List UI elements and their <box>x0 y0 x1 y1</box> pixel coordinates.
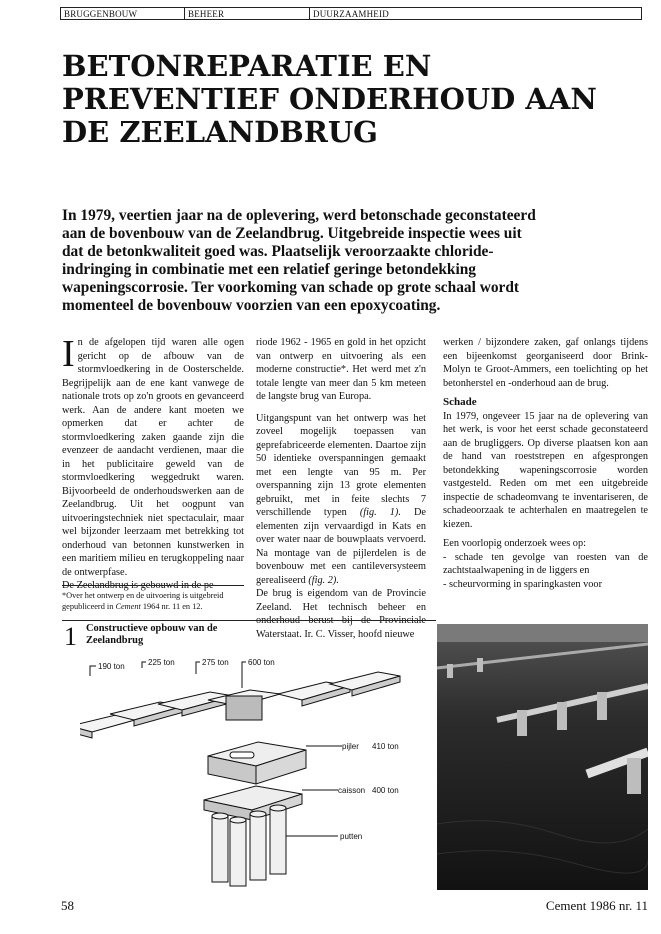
title-line: DE ZEELANDBRUG <box>62 115 378 149</box>
figure-rule <box>62 620 436 621</box>
figure-reference: (fig. 2). <box>308 574 339 586</box>
weight-label: 225 ton <box>148 658 175 667</box>
lead-line: dat de betonkwaliteit goed was. Plaatselijk veroorzaakte chloride- <box>62 243 494 260</box>
body-column-3 <box>443 336 648 591</box>
title-line: BETONREPARATIE EN <box>62 49 432 83</box>
list-item: - scheurvorming in sparingkasten voor <box>443 578 602 590</box>
footnote: *Over het ontwerp en de uitvoering is uitgebreid gepubliceerd in Cement 1964 nr. 11 en 12. <box>62 591 224 611</box>
section-heading: Schade <box>443 396 477 408</box>
figure-reference: (fig. 1). <box>359 507 401 518</box>
figure-number: 1 <box>64 622 77 651</box>
title-line: PREVENTIEF ONDERHOUD AAN <box>62 82 597 116</box>
pillar-head <box>208 742 306 784</box>
weight-label: 600 ton <box>248 658 275 667</box>
paragraph: In 1979, ongeveer 15 jaar na de oplevering van het werk, is voor het eerst schade geconstateerd aan de brugliggers. Op diverse plaatsen kon aan de hand van roeststrepen en afgesprongen betondekking wapeningscorrosie worden vastgesteld. Reden om met een uitgebreide inspectie de schadeomvang te inventariseren, de schadeoorzaak te achterhalen en maatregelen te kiezen. <box>443 410 648 530</box>
journal-reference: Cement 1986 nr. 11 <box>545 898 648 913</box>
tag-beheer: BEHEER <box>184 7 309 20</box>
paragraph: In de afgelopen tijd waren alle ogen gericht op de afbouw van de stormvloedkering in de Oosterschelde. Begrijpelijk aan de ene kant vanwege de nationale trots op zo'n groots en gevanceerd werk. Aan de andere kant moeten we opmerken dat er achter de stormvloedkering zaken gaande zijn die evenzeer de aandacht verdienen, maar die in het publicitaire geweld van de stormvloedkering weggedrukt waren. Bijvoorbeeld de onderhoudswerken aan de Zeelandbrug. Uit het oogpunt van uitvoeringstechniek niet spectaculair, maar wel bijzonder leerzaam met betrekking tot onderhoud van betonnen kunstwerken in een maritiem milieu en terugkoppeling naar de ontwerpfase. <box>62 333 244 578</box>
lead-line: momenteel de bovenbouw voorzien van een epoxycoating. <box>62 297 441 314</box>
list-item: - schade ten gevolge van roesten van de zachtstaalwapening in de liggers en <box>443 551 648 576</box>
body-column-2 <box>256 336 426 641</box>
footnote-rule <box>62 585 244 586</box>
category-tags <box>60 7 642 21</box>
lead-paragraph <box>62 207 647 315</box>
paragraph: De Zeelandbrug is gebouwd in de pe- <box>62 580 217 591</box>
article-title <box>62 50 642 149</box>
tag-bruggenbouw: BRUGGENBOUW <box>60 7 184 20</box>
component-label: putten <box>340 832 363 841</box>
weight-label: 275 ton <box>202 658 229 667</box>
lead-line: aan de bovenbouw van de Zeelandbrug. Uitgebreide inspectie wees uit <box>62 225 522 242</box>
bridge-construction-diagram <box>80 654 420 890</box>
paragraph: riode 1962 - 1965 en gold in het opzicht van ontwerp en uitvoering als een moderne constructie*. Het werd met z'n totale lengte van meer dan 5 km meteen de langste brug van Europa. <box>256 337 426 402</box>
lead-line: wapeningscorrosie. Ter voorkoming van schade op grote schaal wordt <box>62 279 520 296</box>
bridge-photo-illustration <box>437 624 648 890</box>
component-label: pijler <box>342 742 359 751</box>
deck-segments <box>80 672 400 738</box>
weight-label: 190 ton <box>98 662 125 671</box>
figure-caption: Constructieve opbouw van de Zeelandbrug <box>86 623 218 646</box>
component-weight: 410 ton <box>372 742 399 751</box>
paragraph: werken / bijzondere zaken, gaf onlangs tijdens een bijeenkomst georganiseerd door Brink-Molyn te Groot-Ammers, een toelichting op het betonherstel en -onderhoud aan de brug. <box>443 337 648 389</box>
body-column-1 <box>62 333 244 593</box>
lead-line: indringing in combinatie met een relatief geringe betondekking <box>62 261 476 278</box>
component-label: caisson <box>338 786 366 795</box>
paragraph: De brug is eigendom van de Provincie Zeeland. Het technisch beheer en onderhoud berust bij de Provinciale Waterstaat. Ir. C. Visser, hoofd nieuwe <box>256 588 426 640</box>
paragraph: Uitgangspunt van het ontwerp was het zoveel mogelijk toepassen van geprefabriceerde elementen. Daartoe zijn 50 identieke overspanningen gemaakt met een lengte van 95 m. Per overspanning zijn 13 grote elementen gebruikt, met in feite slechts 7 verschillende typen (fig. 1). De elementen zijn vervaardigd in Kats en over water naar de bouwplaats vervoerd. Na montage van de pijlerdelen is de bovenbouw met een cantileversysteem gerealiseerd (fig. 2). <box>256 412 426 586</box>
lead-line: In 1979, veertien jaar na de oplevering, werd betonschade geconstateerd <box>62 207 536 224</box>
component-weight: 400 ton <box>372 786 399 795</box>
tag-duurzaamheid: DUURZAAMHEID <box>309 7 642 20</box>
bridge-aerial-photo <box>437 624 648 890</box>
paragraph: Een voorlopig onderzoek wees op: <box>443 538 586 549</box>
page-number: 58 <box>61 898 74 913</box>
drop-cap: I <box>62 333 75 375</box>
